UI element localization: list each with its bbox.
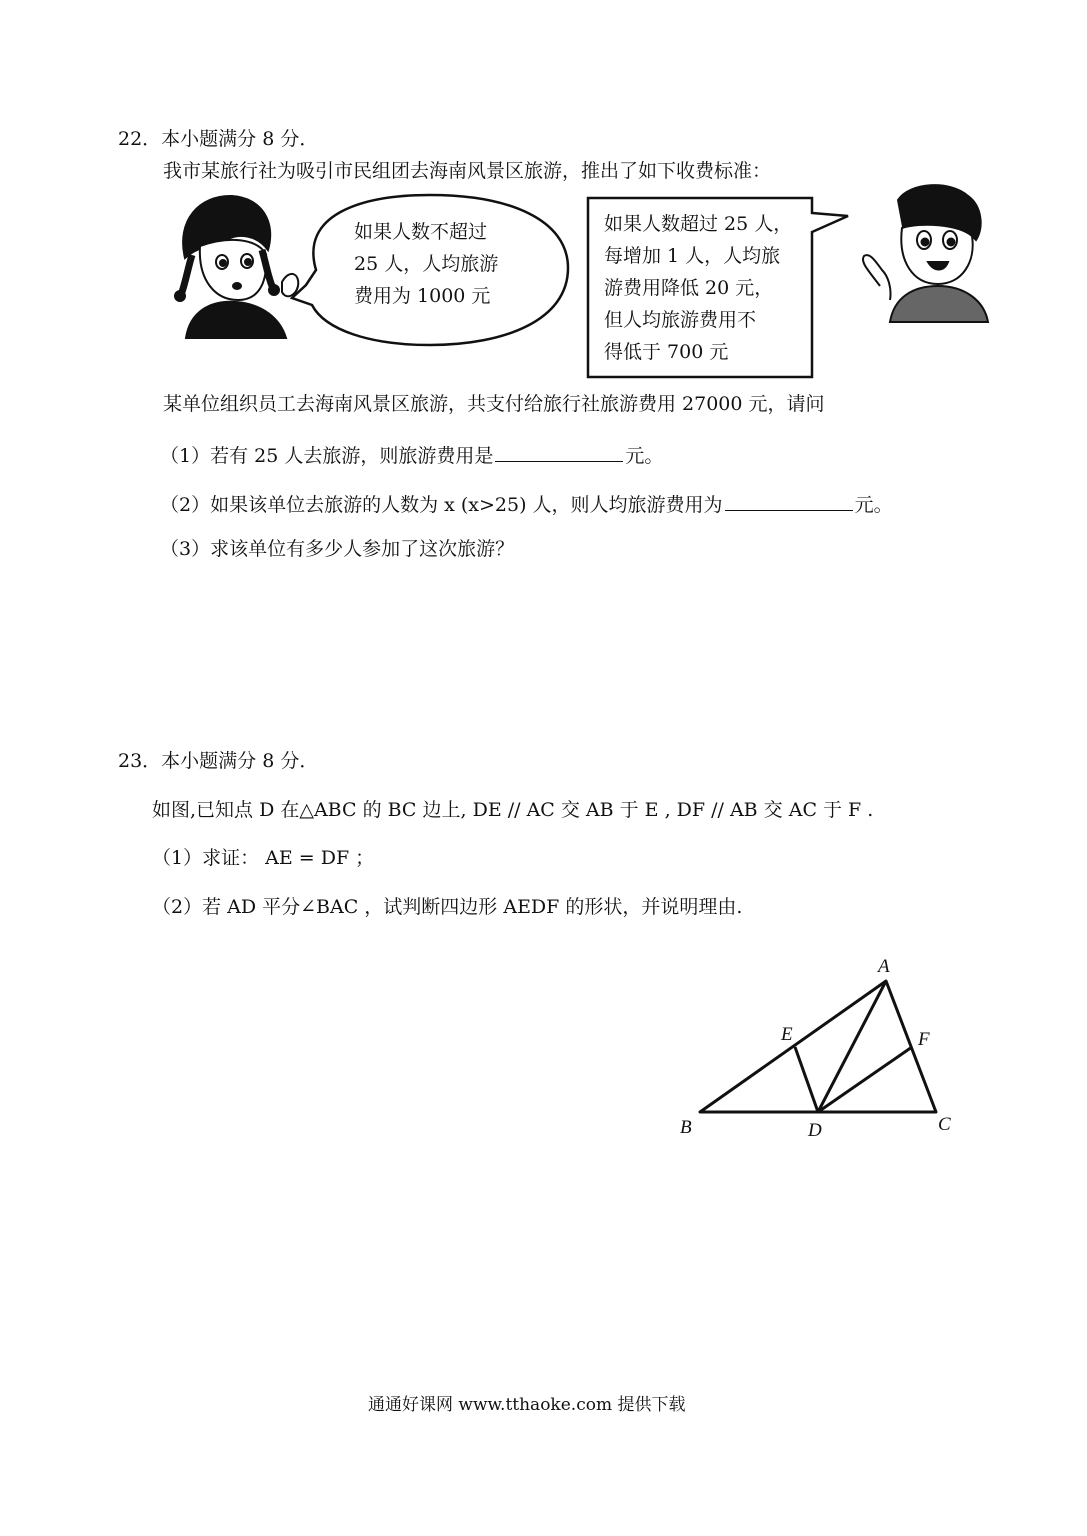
label-e: E	[781, 1024, 793, 1045]
label-d: D	[808, 1120, 822, 1141]
label-c: C	[938, 1114, 951, 1135]
footer-text: 通通好课网 www.tthaoke.com 提供下载	[368, 1395, 686, 1415]
q23-part2: （2）若 AD 平分∠BAC ，试判断四边形 AEDF 的形状，并说明理由.	[152, 896, 743, 918]
q22-part3: （3）求该单位有多少人参加了这次旅游？	[160, 538, 515, 560]
cartoon-illustration	[0, 0, 1087, 400]
boy-illustration	[863, 185, 988, 322]
label-b: B	[680, 1117, 692, 1138]
q22-intro: 我市某旅行社为吸引市民组团去海南风景区旅游，推出了如下收费标准：	[163, 160, 772, 182]
segment-ad	[818, 981, 886, 1112]
girl-illustration	[175, 196, 298, 338]
segment-df	[818, 1047, 912, 1112]
segment-de	[795, 1047, 818, 1112]
q22-part2: （2）如果该单位去旅游的人数为 x (x>25) 人，则人均旅游费用为 元。	[160, 494, 893, 516]
left-bubble-text: 如果人数不超过 25 人，人均旅游 费用为 1000 元	[354, 221, 499, 307]
answer-blank-2[interactable]	[725, 492, 853, 511]
q23-header: 23．本小题满分 8 分．	[118, 750, 319, 772]
q22-stem: 某单位组织员工去海南风景区旅游，共支付给旅行社旅游费用 27000 元，请问	[163, 393, 825, 415]
label-f: F	[918, 1029, 930, 1050]
q23-stem: 如图,已知点 D 在△ABC 的 BC 边上, DE // AC 交 AB 于 E , DF // AB 交 AC 于 F .	[152, 799, 874, 821]
answer-blank-1[interactable]	[495, 443, 623, 462]
q23-part1: （1）求证： AE = DF ；	[152, 847, 375, 869]
triangle-abc	[700, 981, 936, 1112]
right-bubble-text: 如果人数超过 25 人， 每增加 1 人，人均旅 游费用降低 20 元， 但人均旅游费用不 得低于 700 元	[604, 213, 793, 363]
q22-header: 22．本小题满分 8 分．	[118, 128, 319, 150]
label-a: A	[878, 956, 890, 977]
q22-part1: （1）若有 25 人去旅游，则旅游费用是 元。	[160, 445, 664, 467]
